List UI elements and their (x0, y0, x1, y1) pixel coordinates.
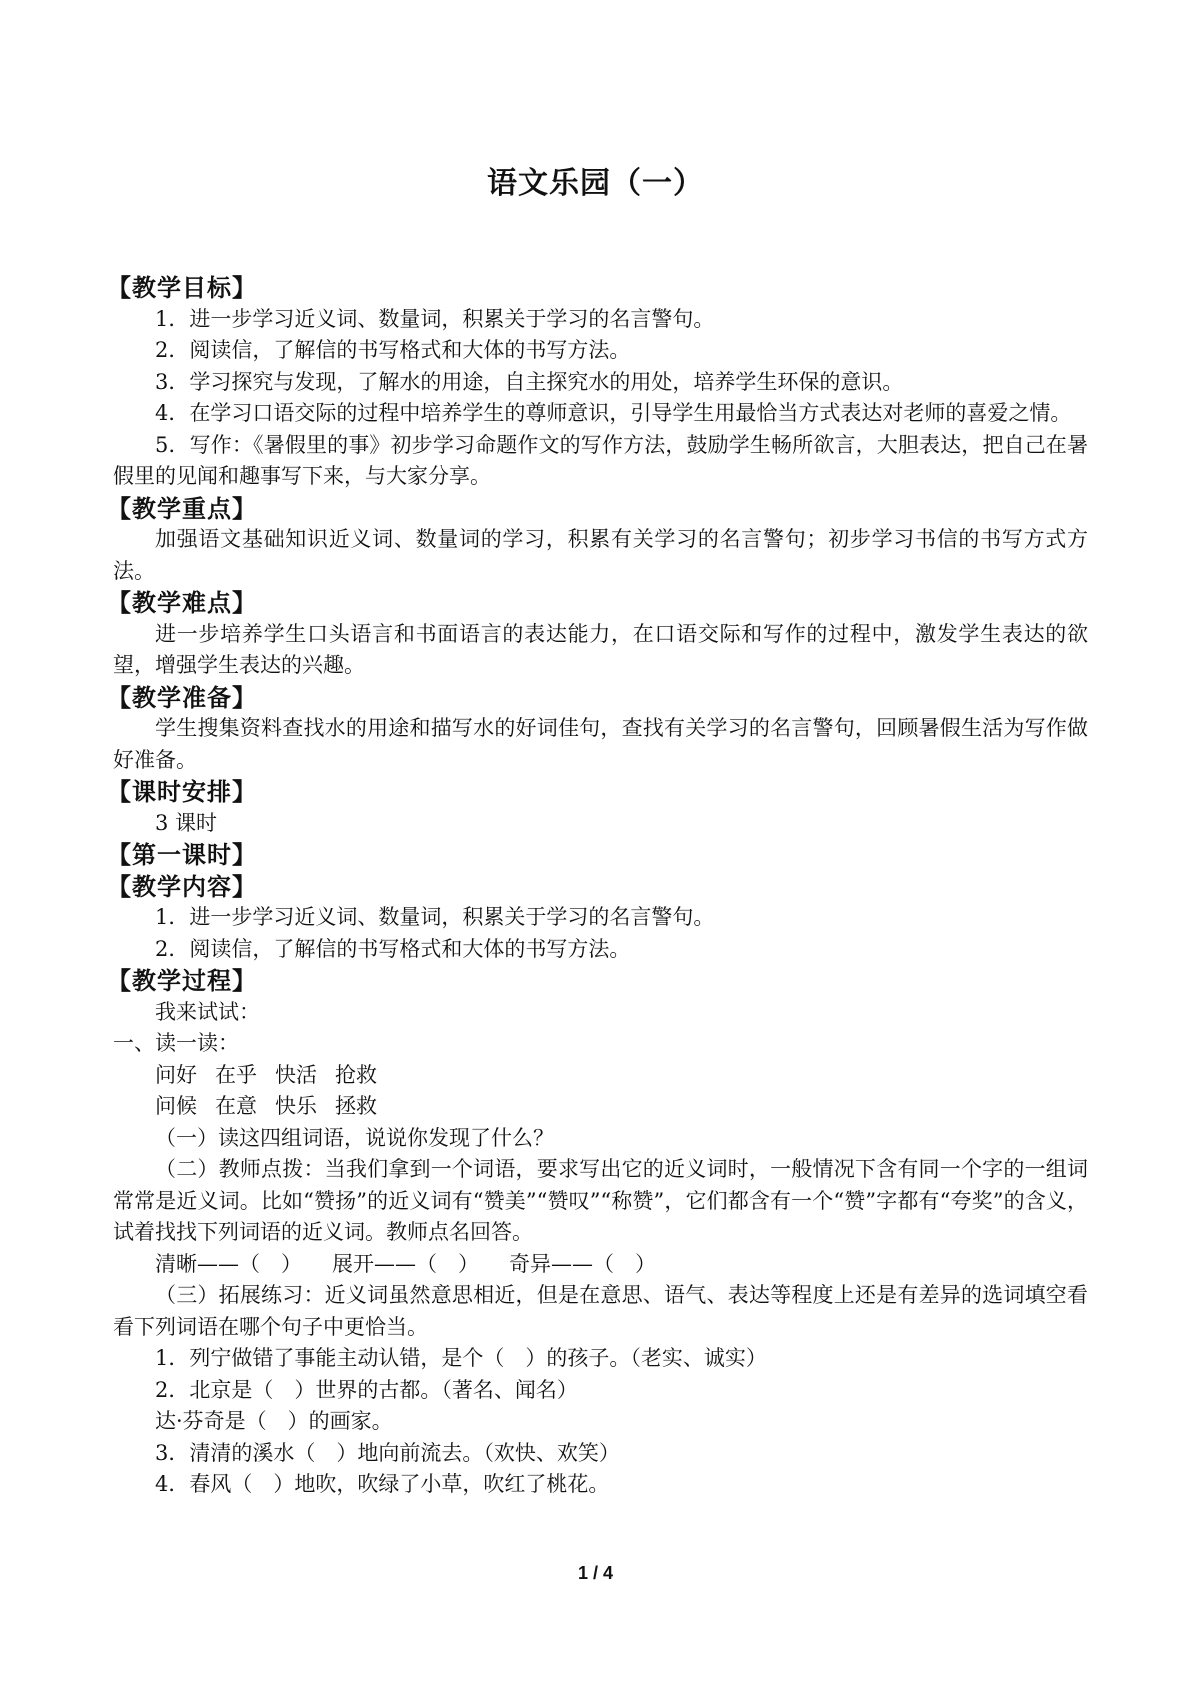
goal-item-5: 5．写作：《暑假里的事》初步学习命题作文的写作方法，鼓励学生畅所欲言，大胆表达，把自己在暑假里的见闻和趣事写下来，与大家分享。 (113, 432, 1088, 488)
goal-item-1: 1．进一步学习近义词、数量词，积累关于学习的名言警句。 (155, 306, 715, 331)
section-heading-preparation: 【教学准备】 (107, 682, 257, 712)
exercise-2b: 达·芬奇是（ ）的画家。 (155, 1409, 393, 1433)
question-1: （一）读这四组词语，说说你发现了什么？ (155, 1125, 554, 1150)
blank-item: 奇异——（ ） (509, 1251, 656, 1276)
process-intro: 我来试试： (155, 999, 260, 1024)
word: 在乎 (215, 1062, 257, 1087)
section-heading-content: 【教学内容】 (107, 871, 257, 901)
blank-item: 展开——（ ） (332, 1251, 479, 1276)
key-points-text: 加强语文基础知识近义词、数量词的学习，积累有关学习的名言警句；初步学习书信的书写方式方法。 (113, 527, 1088, 583)
exercise-2: 2．北京是（ ）世界的古都。（著名、闻名） (155, 1377, 578, 1402)
document-body (107, 272, 1088, 1501)
exercise-1: 1．列宁做错了事能主动认错，是个（ ）的孩子。（老实、诚实） (155, 1346, 767, 1370)
goal-item-3: 3．学习探究与发现，了解水的用途，自主探究水的用处，培养学生环保的意识。 (155, 369, 904, 394)
section-heading-lesson1: 【第一课时】 (107, 840, 257, 869)
section-heading-goals: 【教学目标】 (107, 273, 257, 302)
word-row-1 (113, 1060, 1088, 1092)
page-title: 语文乐园（一） (487, 166, 704, 201)
blank-item: 清晰——（ ） (155, 1251, 302, 1276)
question-2: （二）教师点拨：当我们拿到一个词语，要求写出它的近义词时，一般情况下含有同一个字的一组词常常是近义词。比如“赞扬”的近义词有“赞美”“赞叹”“称赞”，它们都含有一个“赞”字都有“夸奖”的含义，试着找找下列词语的近义词。教师点名回答。 (113, 1157, 1088, 1244)
word: 拯救 (335, 1094, 377, 1118)
section-heading-schedule: 【课时安排】 (107, 777, 257, 806)
word: 快活 (275, 1062, 317, 1087)
content-item-2: 2．阅读信，了解信的书写格式和大体的书写方法。 (155, 936, 631, 961)
goal-item-2: 2．阅读信，了解信的书写格式和大体的书写方法。 (155, 338, 631, 362)
section-heading-process: 【教学过程】 (107, 966, 257, 995)
schedule-text: 3 课时 (155, 810, 218, 835)
word: 快乐 (275, 1094, 317, 1118)
page-number: 1 / 4 (577, 1563, 614, 1583)
difficulties-text: 进一步培养学生口头语言和书面语言的表达能力，在口语交际和写作的过程中，激发学生表达的欲望，增强学生表达的兴趣。 (113, 621, 1088, 677)
word: 问好 (155, 1062, 197, 1087)
content-item-1: 1．进一步学习近义词、数量词，积累关于学习的名言警句。 (155, 905, 715, 929)
exercise-3: 3．清清的溪水（ ）地向前流去。（欢快、欢笑） (155, 1440, 620, 1465)
question-3: （三）拓展练习：近义词虽然意思相近，但是在意思、语气、表达等程度上还是有差异的选词填空看看下列词语在哪个句子中更恰当。 (113, 1283, 1088, 1339)
preparation-text: 学生搜集资料查找水的用途和描写水的好词佳句，查找有关学习的名言警句，回顾暑假生活为写作做好准备。 (113, 716, 1088, 772)
word: 在意 (215, 1094, 257, 1118)
word: 问候 (155, 1094, 197, 1118)
synonym-blanks (113, 1249, 1088, 1281)
word: 抢救 (335, 1062, 377, 1087)
exercise-4: 4．春风（ ）地吹，吹绿了小草，吹红了桃花。 (155, 1472, 610, 1496)
section-heading-difficulties: 【教学难点】 (107, 588, 257, 617)
word-row-2 (113, 1091, 1088, 1123)
goal-item-4: 4．在学习口语交际的过程中培养学生的尊师意识，引导学生用最恰当方式表达对老师的喜爱之情。 (155, 401, 1072, 425)
read-title: 一、读一读： (113, 1031, 239, 1055)
section-heading-key-points: 【教学重点】 (107, 493, 257, 523)
